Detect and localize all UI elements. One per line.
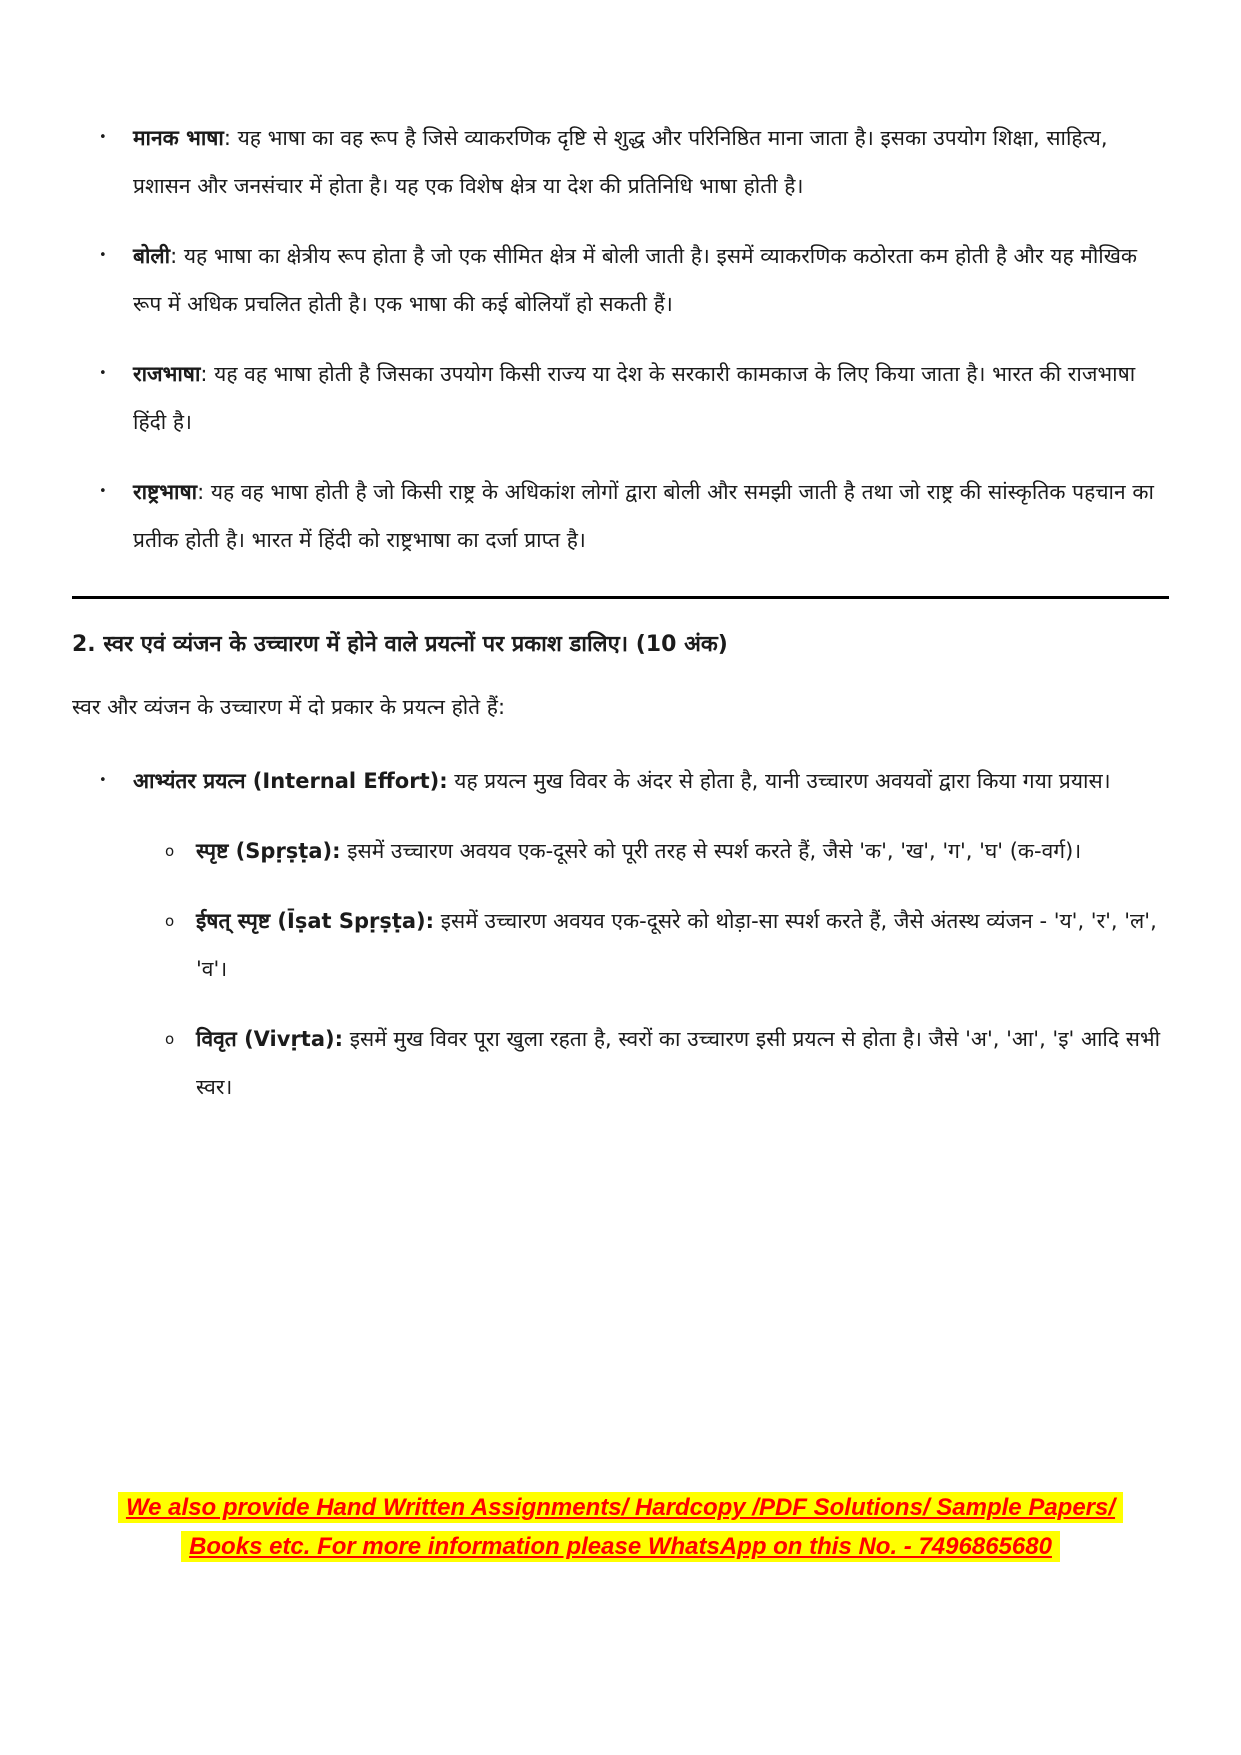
- promo-footer: [0, 1488, 1241, 1566]
- list-item: [72, 468, 1169, 564]
- promo-footer-text-2: Books etc. For more information please WhatsApp on this No. - 7496865680: [181, 1531, 1060, 1562]
- definition-term: मानक भाषा: [133, 126, 224, 150]
- definition-text: [133, 350, 1169, 446]
- bullet-icon: •: [99, 130, 107, 145]
- definition-body: : यह भाषा का क्षेत्रीय रूप होता है जो एक सीमित क्षेत्र में बोली जाती है। इसमें व्याकरणिक कठोरता कम होती है और यह मौखिक रूप में अधिक प्रचलित होती है। एक भाषा की कई बोलियाँ हो सकती हैं।: [133, 244, 1138, 316]
- bullet-icon: •: [99, 366, 107, 381]
- effort-text: [133, 757, 1169, 805]
- sub-bullet-icon: o: [165, 912, 175, 930]
- effort-type-text: [196, 1015, 1169, 1111]
- definition-term: राजभाषा: [133, 362, 201, 386]
- list-item: [72, 350, 1169, 446]
- definitions-list: [72, 114, 1169, 564]
- definition-text: [133, 468, 1169, 564]
- sub-bullet-icon: o: [165, 842, 175, 860]
- bullet-icon: •: [99, 484, 107, 499]
- effort-type-text: [196, 827, 1169, 875]
- effort-type-latin: (Īṣat Spṛṣṭa):: [270, 909, 435, 933]
- effort-type-term: ईषत् स्पृष्ट: [196, 909, 271, 933]
- bullet-icon: •: [99, 773, 107, 788]
- effort-type-term: विवृत: [196, 1027, 237, 1051]
- sub-list-item: [135, 827, 1169, 875]
- question-heading: 2. स्वर एवं व्यंजन के उच्चारण में होने वाले प्रयत्नों पर प्रकाश डालिए। (10 अंक): [72, 632, 728, 657]
- definition-body: : यह वह भाषा होती है जिसका उपयोग किसी राज्य या देश के सरकारी कामकाज के लिए किया जाता है। भारत की राजभाषा हिंदी है।: [133, 362, 1136, 434]
- sub-list-item: [135, 897, 1169, 993]
- effort-body: यह प्रयत्न मुख विवर के अंदर से होता है, यानी उच्चारण अवयवों द्वारा किया गया प्रयास।: [447, 769, 1111, 793]
- list-item: [72, 757, 1169, 805]
- bullet-icon: •: [99, 248, 107, 263]
- effort-term: आभ्यंतर प्रयत्न: [133, 769, 246, 793]
- effort-type-body: इसमें मुख विवर पूरा खुला रहता है, स्वरों का उच्चारण इसी प्रयत्न से होता है। जैसे 'अ', 'आ', 'इ' आदि सभी स्वर।: [196, 1027, 1161, 1099]
- effort-type-term: स्पृष्ट: [196, 839, 229, 863]
- definition-body: : यह वह भाषा होती है जो किसी राष्ट्र के अधिकांश लोगों द्वारा बोली और समझी जाती है तथा जो राष्ट्र की सांस्कृतिक पहचान का प्रतीक होती है। भारत में हिंदी को राष्ट्रभाषा का दर्जा प्राप्त है।: [133, 480, 1154, 552]
- effort-types-list: [72, 827, 1169, 1111]
- sub-list-item: [135, 1015, 1169, 1111]
- effort-type-latin: (Vivṛta):: [236, 1027, 344, 1051]
- effort-type-body: इसमें उच्चारण अवयव एक-दूसरे को पूरी तरह से स्पर्श करते हैं, जैसे 'क', 'ख', 'ग', 'घ' (क-वर्ग)।: [340, 839, 1082, 863]
- definition-text: [133, 232, 1169, 328]
- effort-type-latin: (Spṛṣṭa):: [228, 839, 341, 863]
- effort-type-text: [196, 897, 1169, 993]
- promo-footer-text-1: We also provide Hand Written Assignments/ Hardcopy /PDF Solutions/ Sample Papers/: [118, 1492, 1123, 1523]
- effort-latin: (Internal Effort):: [245, 769, 448, 793]
- effort-type-body: इसमें उच्चारण अवयव एक-दूसरे को थोड़ा-सा स्पर्श करते हैं, जैसे अंतस्थ व्यंजन - 'य', 'र', 'ल', 'व'।: [196, 909, 1157, 981]
- promo-footer-line: [0, 1488, 1241, 1527]
- list-item: [72, 114, 1169, 210]
- sub-bullet-icon: o: [165, 1030, 175, 1048]
- list-item: [72, 232, 1169, 328]
- section-divider: [72, 596, 1169, 599]
- definition-text: [133, 114, 1169, 210]
- definition-term: राष्ट्रभाषा: [133, 480, 198, 504]
- definition-term: बोली: [133, 244, 171, 268]
- question-intro: स्वर और व्यंजन के उच्चारण में दो प्रकार के प्रयत्न होते हैं:: [72, 695, 506, 719]
- promo-footer-line: [0, 1527, 1241, 1566]
- definition-body: : यह भाषा का वह रूप है जिसे व्याकरणिक दृष्टि से शुद्ध और परिनिष्ठित माना जाता है। इसका उपयोग शिक्षा, साहित्य, प्रशासन और जनसंचार में होता है। यह एक विशेष क्षेत्र या देश की प्रतिनिधि भाषा होती है।: [133, 126, 1108, 198]
